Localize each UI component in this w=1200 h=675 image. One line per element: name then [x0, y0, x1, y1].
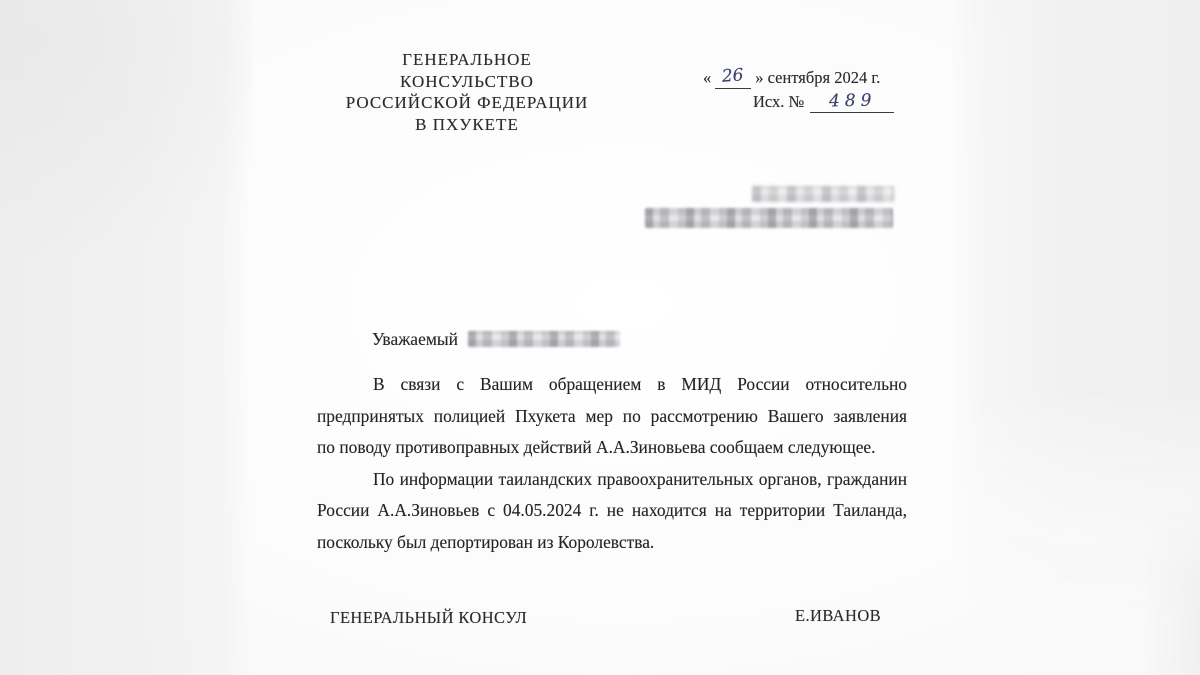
salutation	[372, 329, 620, 350]
outgoing-label: Исх. №	[753, 92, 805, 111]
date-day-blank	[715, 65, 751, 89]
body-paragraph-2-line-1: По информации таиландских правоохранительных органов, гражданин	[373, 468, 907, 489]
letter-body	[317, 369, 907, 559]
letterhead	[337, 49, 597, 135]
date-line	[703, 65, 918, 89]
date-day-handwritten: 26	[721, 65, 745, 87]
backdrop-corner-shade	[1130, 505, 1200, 675]
date-month-year: сентября 2024 г.	[767, 68, 881, 87]
body-paragraph-1-line-2: предпринятых полицией Пхукета мер по рассмотрению Вашего заявления	[317, 405, 907, 426]
body-paragraph-2-line-2: России А.А.Зиновьев с 04.05.2024 г. не находится на территории Таиланда,	[317, 500, 907, 521]
salutation-name-redacted	[468, 331, 620, 347]
salutation-prefix: Уважаемый	[372, 329, 459, 349]
outgoing-number-line	[753, 92, 918, 113]
backdrop-left-shade	[0, 0, 252, 675]
letterhead-line-1: ГЕНЕРАЛЬНОЕ КОНСУЛЬСТВО	[400, 50, 534, 91]
signer-name: Е.ИВАНОВ	[795, 606, 882, 625]
outgoing-number-blank	[810, 92, 894, 113]
letterhead-line-3: В ПХУКЕТЕ	[415, 114, 519, 134]
body-paragraph-1-line-1: В связи с Вашим обращением в МИД России относительно	[373, 374, 907, 394]
outgoing-number-handwritten: 489	[828, 90, 877, 112]
recipient-redacted-line-1	[752, 186, 894, 202]
date-quote-close: »	[755, 68, 764, 87]
body-paragraph-1-line-3: по поводу противоправных действий А.А.Зиновьева сообщаем следующее.	[317, 437, 876, 458]
recipient-redacted-line-2	[645, 208, 893, 228]
backdrop-right-shade	[950, 0, 1200, 675]
date-quote-open: «	[703, 68, 712, 87]
letterhead-line-2: РОССИЙСКОЙ ФЕДЕРАЦИИ	[345, 93, 589, 112]
signer-title: ГЕНЕРАЛЬНЫЙ КОНСУЛ	[330, 608, 528, 627]
body-paragraph-2-line-3: поскольку был депортирован из Королевства.	[317, 531, 655, 552]
